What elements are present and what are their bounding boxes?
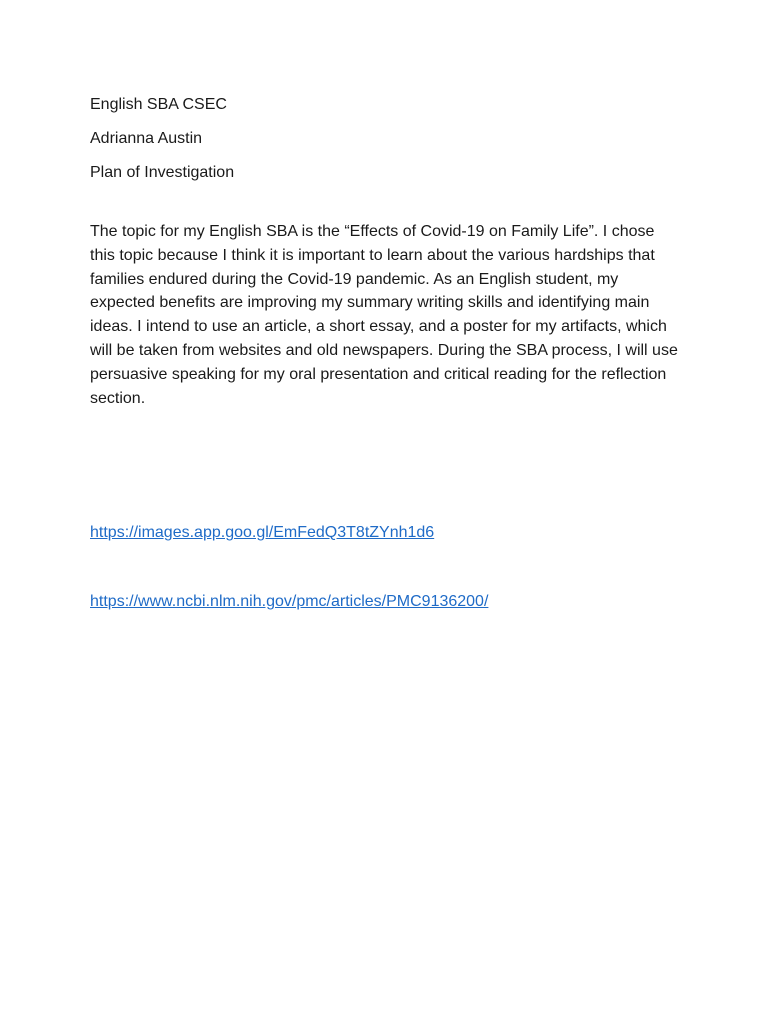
reference-link-ncbi[interactable]: https://www.ncbi.nlm.nih.gov/pmc/articles/PMC9136200/ bbox=[90, 593, 489, 611]
author-name: Adrianna Austin bbox=[90, 130, 203, 147]
document-content bbox=[90, 94, 680, 613]
body-paragraph: The topic for my English SBA is the “Effects of Covid-19 on Family Life”. I chose this topic because I think it is important to learn about the various hardships that families endured during the Covid-19 pandemic. As an English student, my expected benefits are improving my summary writing skills and identifying main ideas. I intend to use an article, a short essay, and a poster for my artifacts, which will be taken from websites and old newspapers. During the SBA process, I will use persuasive speaking for my oral presentation and critical reading for the reflection section. bbox=[90, 223, 678, 407]
section-title: Plan of Investigation bbox=[90, 164, 235, 181]
reference-link-images[interactable]: https://images.app.goo.gl/EmFedQ3T8tZYnh1d6 bbox=[90, 524, 435, 542]
course-title: English SBA CSEC bbox=[90, 96, 227, 113]
reference-links bbox=[90, 522, 680, 613]
